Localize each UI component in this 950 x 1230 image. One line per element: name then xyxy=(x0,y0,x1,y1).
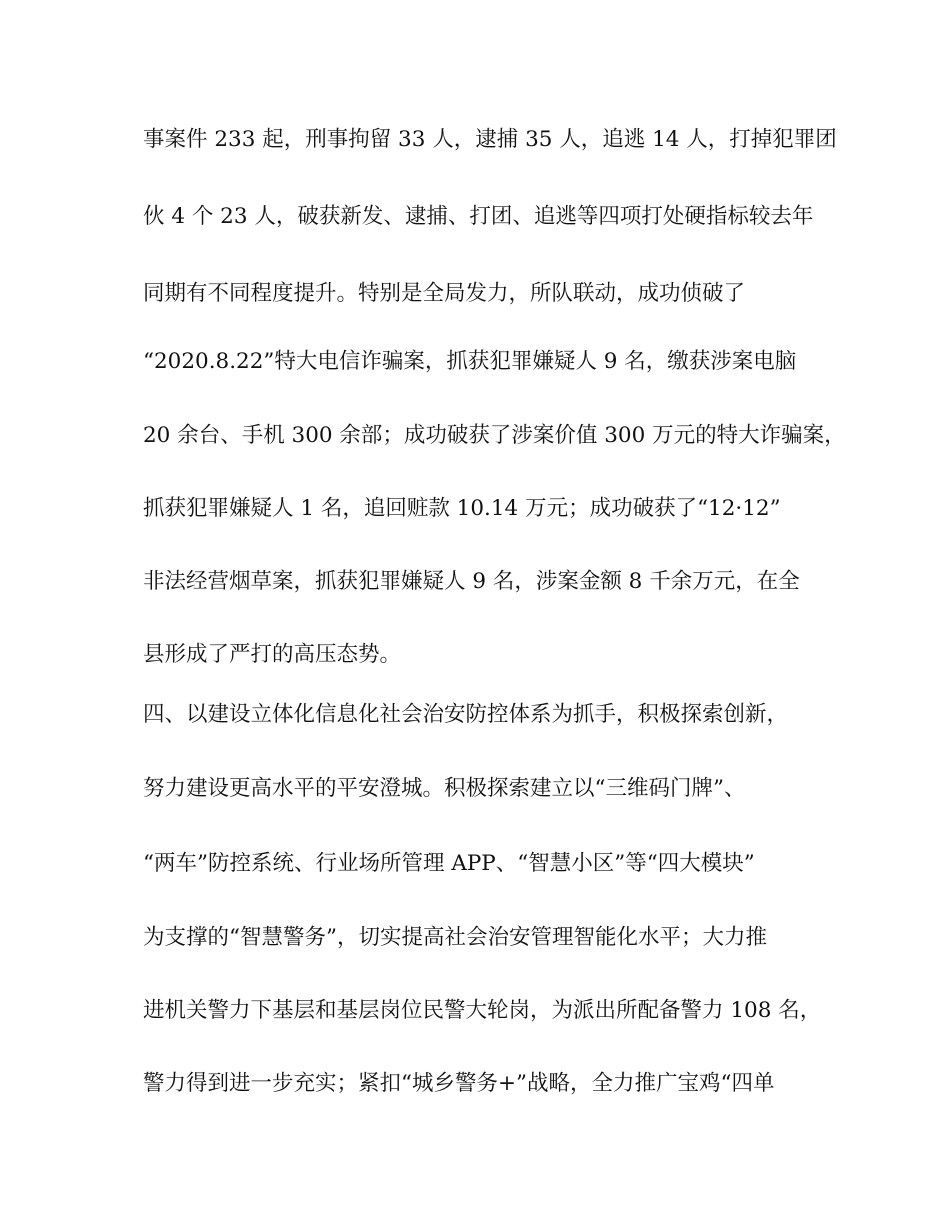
text-line-2: 伙 4 个 23 人，破获新发、逮捕、打团、追逃等四项打处硬指标较去年 xyxy=(143,204,814,229)
text-line-7: 非法经营烟草案，抓获犯罪嫌疑人 9 名，涉案金额 8 千余万元，在全 xyxy=(143,569,800,594)
text-line-3: 同期有不同程度提升。特别是全局发力，所队联动，成功侦破了 xyxy=(143,281,746,306)
text-line-1: 事案件 233 起，刑事拘留 33 人，逮捕 35 人，追逃 14 人，打掉犯罪团 xyxy=(143,127,837,152)
text-line-12: 为支撑的“智慧警务”，切实提高社会治安管理智能化水平；大力推 xyxy=(143,925,767,950)
text-line-10: 努力建设更高水平的平安澄城。积极探索建立以“三维码门牌”、 xyxy=(143,776,746,801)
text-line-4: “2020.8.22”特大电信诈骗案，抓获犯罪嫌疑人 9 名，缴获涉案电脑 xyxy=(143,349,797,374)
text-line-8: 县形成了严打的高压态势。 xyxy=(143,642,402,667)
text-line-14: 警力得到进一步充实；紧扣“城乡警务+”战略，全力推广宝鸡“四单 xyxy=(143,1071,775,1096)
text-line-11: “两车”防控系统、行业场所管理 APP、“智慧小区”等“四大模块” xyxy=(143,851,755,876)
text-line-6: 抓获犯罪嫌疑人 1 名，追回赃款 10.14 万元；成功破获了“12·12” xyxy=(143,496,781,521)
text-line-5: 20 余台、手机 300 余部；成功破获了涉案价值 300 万元的特大诈骗案， xyxy=(143,423,846,448)
text-line-9: 四、以建设立体化信息化社会治安防控体系为抓手，积极探索创新， xyxy=(143,702,789,727)
text-line-13: 进机关警力下基层和基层岗位民警大轮岗，为派出所配备警力 108 名， xyxy=(143,998,822,1023)
